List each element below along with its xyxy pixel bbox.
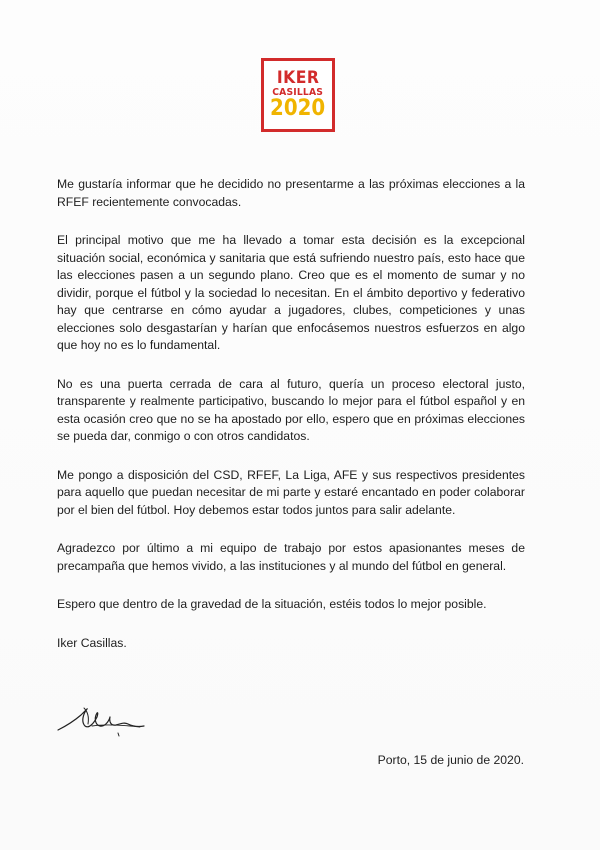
paragraph-6: Espero que dentro de la gravedad de la situación, estéis todos lo mejor posible. [57, 597, 487, 611]
letter-body [57, 176, 525, 652]
handwritten-signature [54, 700, 150, 742]
logo-name-last: CASILLAS [272, 86, 324, 98]
paragraph-4: Me pongo a disposición del CSD, RFEF, La Liga, AFE y sus respectivos presidentes para aquello que puedan necesitar de mi parte y estaré encantado en poder colaborar por el bien del fútbol. Hoy debemos estar todos juntos para salir adelante. [57, 467, 525, 517]
campaign-logo [261, 58, 335, 132]
signoff-name: Iker Casillas. [57, 635, 127, 650]
logo-year: 2020 [270, 95, 326, 121]
paragraph-1: Me gustaría informar que he decidido no presentarme a las próximas elecciones a la RFEF recientemente convocadas. [57, 177, 525, 209]
paragraph-2: El principal motivo que me ha llevado a tomar esta decisión es la excepcional situación social, económica y sanitaria que está sufriendo nuestro país, esto hace que las elecciones pasen a un segundo plano. Creo que es el momento de sumar y no dividir, porque el fútbol y la sociedad lo necesitan. En el ámbito deportivo y federativo hay que centrarse en cómo ayudar a jugadores, clubes, competiciones y unas elecciones solo desgastarían y harían que enfocásemos nuestros esfuerzos en algo que hoy no es lo fundamental. [57, 233, 525, 352]
paragraph-5: Agradezco por último a mi equipo de trabajo por estos apasionantes meses de precampaña que hemos vivido, a las instituciones y al mundo del fútbol en general. [57, 541, 525, 573]
dateline: Porto, 15 de junio de 2020. [377, 753, 524, 767]
logo-name-first: IKER [276, 67, 320, 88]
paragraph-3: No es una puerta cerrada de cara al futuro, quería un proceso electoral justo, transparente y realmente participativo, buscando lo mejor para el fútbol español y en esta ocasión creo que no se ha apostado por ello, espero que en próximas elecciones se pueda dar, conmigo o con otros candidatos. [57, 376, 525, 443]
